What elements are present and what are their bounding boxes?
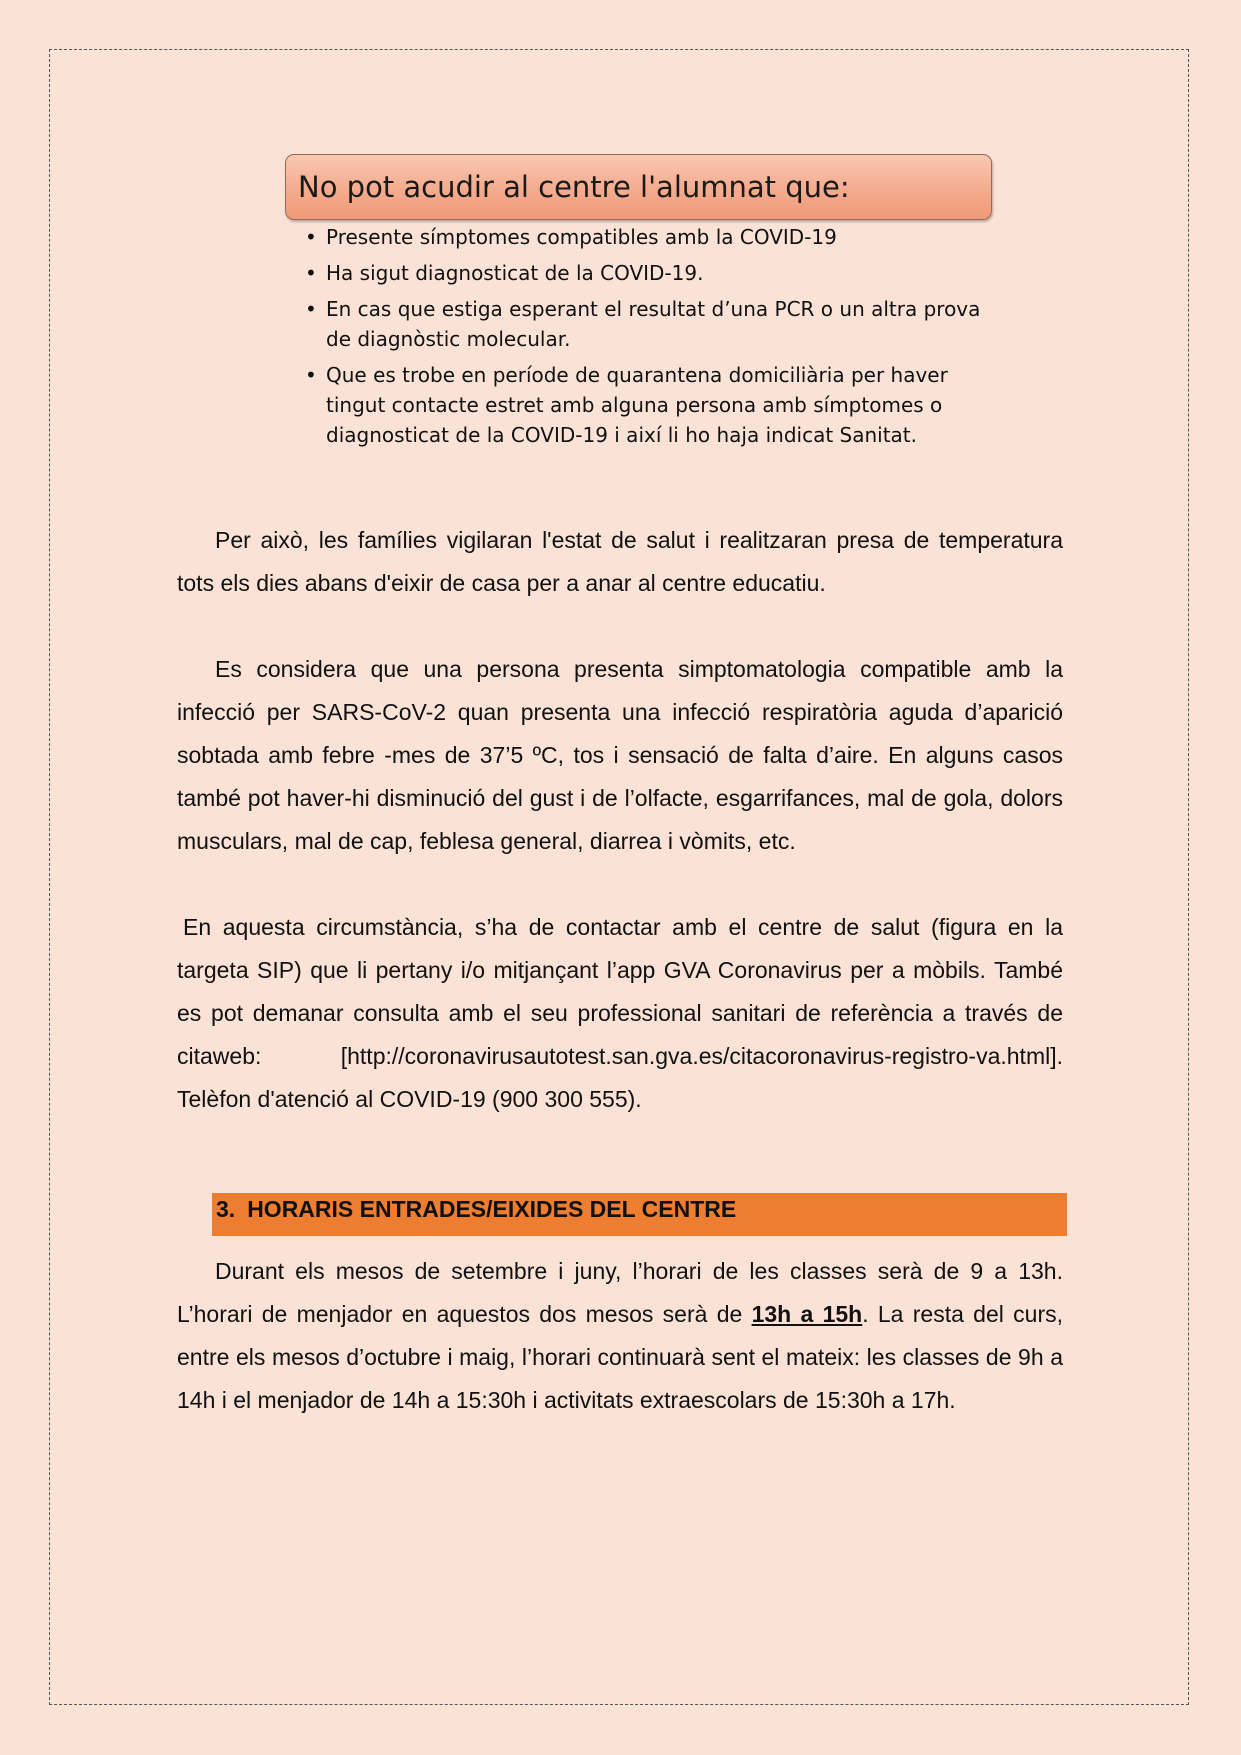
section-title: HORARIS ENTRADES/EIXIDES DEL CENTRE <box>247 1196 737 1222</box>
list-item: • Que es trobe en període de quarantena domiciliària per haver tingut contacte estret amb alguna persona amb símptomes o diagnosticat de la COVID-19 i així li ho haja indicat Sanitat. <box>305 360 1005 450</box>
paragraph-symptoms: Es considera que una persona presenta simptomatologia compatible amb la infecció per SARS-CoV-2 quan presenta una infecció respiratòria aguda d’aparició sobtada amb febre -mes de 37’5 ºC, tos i sensació de falta d’aire. En alguns casos també pot haver-hi disminució del gust i de l’olfacte, esgarrifances, mal de gola, dolors musculars, mal de cap, feblesa general, diarrea i vòmits, etc. <box>177 656 1063 854</box>
paragraph-family-checks: Per això, les famílies vigilaran l'estat de salut i realitzaran presa de temperatura tots els dies abans d'eixir de casa per a anar al centre educatiu. <box>177 527 1063 596</box>
list-item: • En cas que estiga esperant el resultat d’una PCR o un altra prova de diagnòstic molecular. <box>305 294 1005 354</box>
schedule-text-start: Durant els mesos de setembre i juny, l’horari de les classes serà de 9 a 13h. L’horari de menjador en aquestos dos mesos serà de <box>177 1258 1063 1327</box>
schedule-emphasis: 13h a 15h <box>751 1301 863 1327</box>
list-item: • Ha sigut diagnosticat de la COVID-19. <box>305 258 1005 288</box>
list-item: • Presente símptomes compatibles amb la COVID-19 <box>305 222 1005 252</box>
paragraph-contact: En aquesta circumstància, s’ha de contactar amb el centre de salut (figura en la targeta SIP) que li pertany i/o mitjançant l’app GVA Coronavirus per a mòbils. També es pot demanar consulta amb el seu professional sanitari de referència a través de citaweb: [http://coronavirusautotest.san.gva.es/citacoronavirus-registro-va.html]. Telèfon d'atenció al COVID-19 (900 300 555). <box>177 914 1063 1112</box>
callout-title: No pot acudir al centre l'alumnat que: <box>285 154 992 220</box>
callout-bullet-list <box>305 222 1005 456</box>
section-number: 3. <box>216 1196 236 1222</box>
schedule-text-end: . La resta del curs, entre els mesos d’octubre i maig, l’horari continuarà sent el mateix: les classes de 9h a 14h i el menjador de 14h a 15:30h i activitats extraescolars de 15:30h a 17h. <box>177 1301 1064 1413</box>
section-heading <box>212 1193 1067 1236</box>
paragraph-schedule <box>177 1250 1063 1422</box>
